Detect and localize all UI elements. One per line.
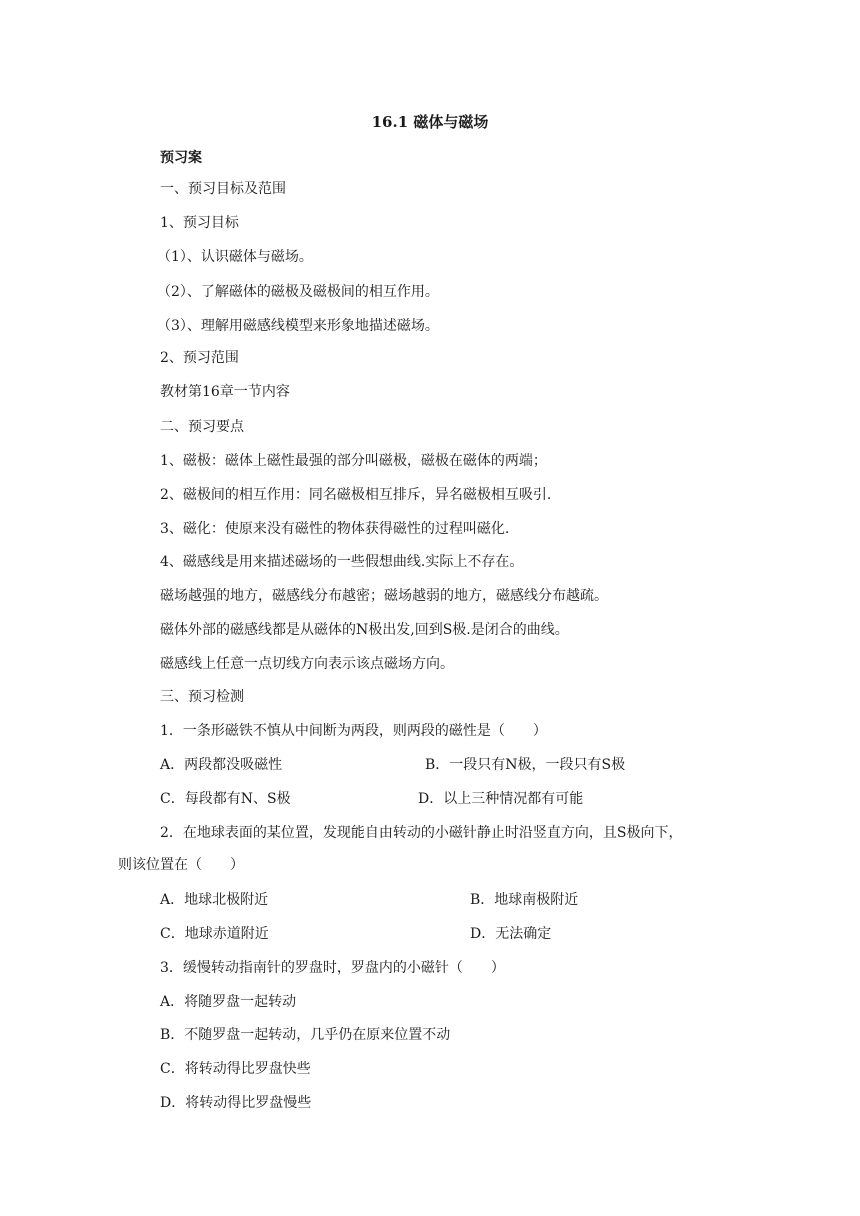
q2-stem-line2: 则该位置在（ ） xyxy=(118,857,244,873)
q2-option-d: D．无法确定 xyxy=(470,926,552,942)
q1-option-c: C．每段都有N、S极 xyxy=(160,791,291,807)
scope-text: 教材第16章一节内容 xyxy=(160,384,290,400)
q3-option-d: D．将转动得比罗盘慢些 xyxy=(160,1095,312,1111)
point-3: 3、磁化：使原来没有磁性的物体获得磁性的过程叫磁化. xyxy=(160,521,510,537)
section3-heading: 三、预习检测 xyxy=(160,689,244,705)
point-7: 磁感线上任意一点切线方向表示该点磁场方向。 xyxy=(160,656,454,672)
q3-option-a: A．将随罗盘一起转动 xyxy=(160,994,297,1010)
q3-option-c: C．将转动得比罗盘快些 xyxy=(160,1061,311,1077)
q3-stem: 3．缓慢转动指南针的罗盘时，罗盘内的小磁针（ ） xyxy=(160,960,505,976)
goal-item-2: （2）、了解磁体的磁极及磁极间的相互作用。 xyxy=(157,284,439,300)
q2-option-a: A．地球北极附近 xyxy=(160,892,269,908)
goal-item-3: （3）、理解用磁感线模型来形象地描述磁场。 xyxy=(157,318,439,334)
q1-option-a: A．两段都没吸磁性 xyxy=(160,757,283,773)
goal-item-1: （1）、认识磁体与磁场。 xyxy=(157,249,313,265)
goal-title: 1、预习目标 xyxy=(160,215,239,231)
point-4: 4、磁感线是用来描述磁场的一些假想曲线.实际上不存在。 xyxy=(160,554,524,570)
q2-option-b: B．地球南极附近 xyxy=(470,892,579,908)
point-5: 磁场越强的地方，磁感线分布越密；磁场越弱的地方，磁感线分布越疏。 xyxy=(160,588,608,604)
point-1: 1、磁极：磁体上磁性最强的部分叫磁极，磁极在磁体的两端； xyxy=(160,453,547,469)
section1-heading: 一、预习目标及范围 xyxy=(160,181,286,197)
q1-option-d: D．以上三种情况都有可能 xyxy=(418,791,584,807)
point-2: 2、磁极间的相互作用：同名磁极相互排斥，异名磁极相互吸引. xyxy=(160,487,552,503)
point-6: 磁体外部的磁感线都是从磁体的N极出发,回到S极.是闭合的曲线。 xyxy=(160,622,569,638)
q2-option-c: C．地球赤道附近 xyxy=(160,926,269,942)
document-title: 16.1 磁体与磁场 xyxy=(371,113,489,131)
q3-option-b: B．不随罗盘一起转动，几乎仍在原来位置不动 xyxy=(160,1027,451,1043)
preview-label: 预习案 xyxy=(160,150,202,166)
q2-stem-line1: 2．在地球表面的某位置，发现能自由转动的小磁针静止时沿竖直方向，且S极向下， xyxy=(160,825,683,841)
q1-option-b: B．一段只有N极，一段只有S极 xyxy=(425,757,626,773)
q1-stem: 1．一条形磁铁不慎从中间断为两段，则两段的磁性是（ ） xyxy=(160,723,547,739)
section2-heading: 二、预习要点 xyxy=(160,419,244,435)
scope-title: 2、预习范围 xyxy=(160,350,239,366)
